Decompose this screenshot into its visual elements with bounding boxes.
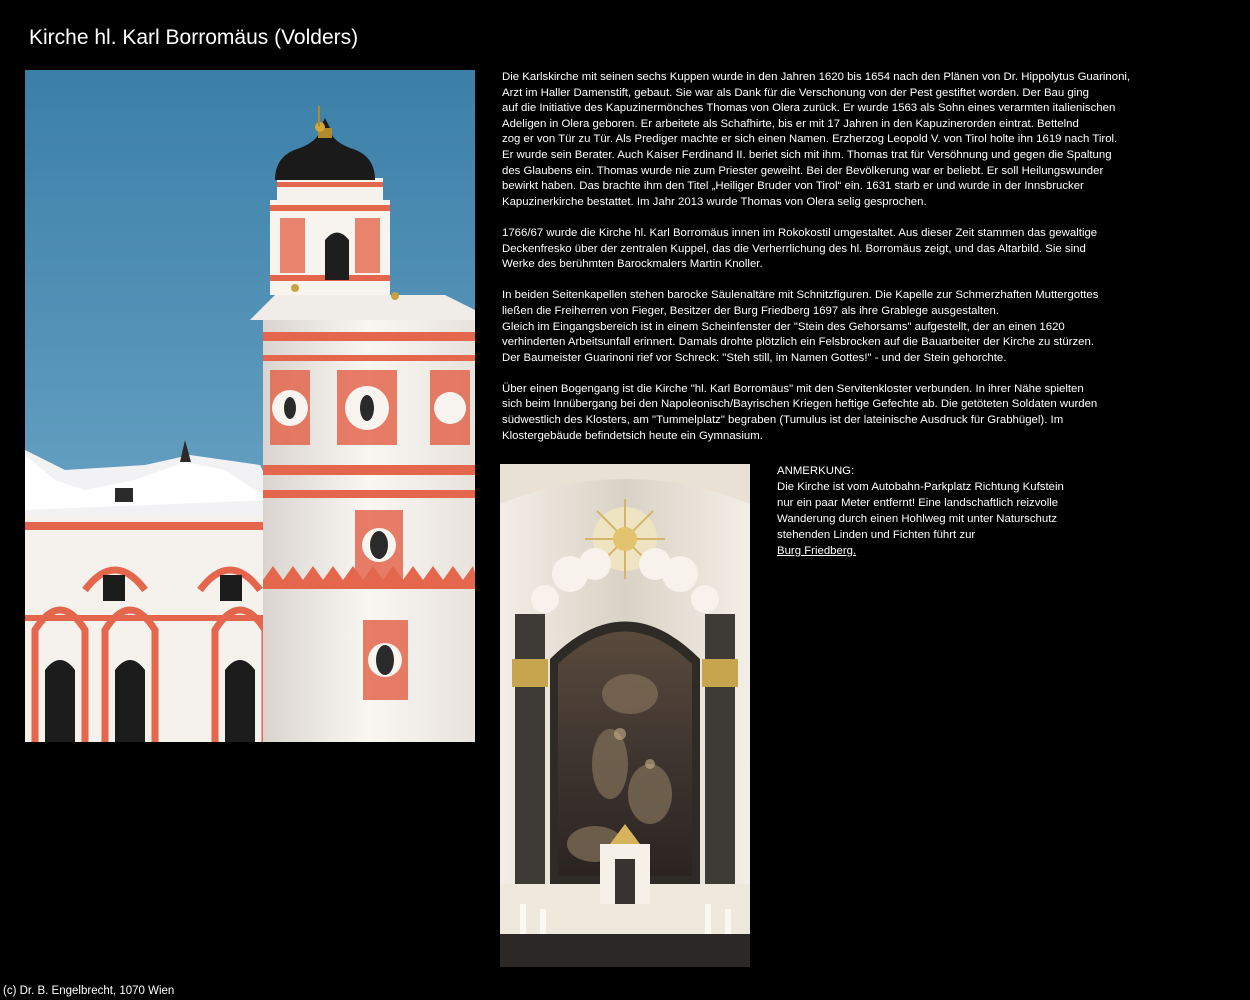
burg-friedberg-link[interactable]: Burg Friedberg. [777,544,857,557]
church-exterior-photo [25,70,475,742]
copyright-footer: (c) Dr. B. Engelbrecht, 1070 Wien [3,985,175,997]
paragraph-monastery: Über einen Bogengang ist die Kirche "hl. Karl Borromäus" mit den Servitenkloster verbunden. In ihrer Nähe spielten sich beim Innübergang bei den Napoleonisch/Bayrischen Kriegen heftige Gefechte ab. Die getöteten Soldaten wurden südwestlich des Klosters, am "Tummelplatz" begraben (Tumulus ist der lateinische Ausdruck für Grabhügel). Im Klostergebäude befindetsich heute ein Gymnasium. [502,382,1098,442]
paragraph-history: Die Karlskirche mit seinen sechs Kuppen wurde in den Jahren 1620 bis 1654 nach den Plänen von Dr. Hippolytus Guarinoni, Arzt im Haller Damenstift, gebaut. Sie war als Dank für die Verschonung von der Pest gestiftet worden. Der Bau ging auf die Initiative des Kapuzinermönches Thomas von Olera zurück. Er wurde 1563 als Sohn eines verarmten italienischen Adeligen in Olera geboren. Er arbeitete als Schafhirte, bis er mit 17 Jahren in den Kapuzinerorden eintrat. Bettelnd zog er von Tür zu Tür. Als Prediger machte er sich einen Namen. Erzherzog Leopold V. von Tirol holte ihn 1619 nach Tirol. Er wurde sein Berater. Auch Kaiser Ferdinand II. beriet sich mit ihm. Thomas trat für Versöhnung und gegen die Spaltung des Glaubens ein. Thomas wurde nie zum Priester geweiht. Bei der Bevölkerung war er beliebt. Er soll Heilungswunder bewirkt haben. Das brachte ihm den Titel „Heiliger Bruder von Tirol“ ein. 1631 starb er und wurde in der Innsbrucker Kapuzinerkirche bestattet. Im Jahr 2013 wurde Thomas von Olera selig gesprochen. [502,71,1131,208]
note-heading: ANMERKUNG: [777,465,855,477]
altar-interior-photo [500,464,750,967]
note-box [777,464,1107,559]
paragraph-chapels: In beiden Seitenkapellen stehen barocke Säulenaltäre mit Schnitzfiguren. Die Kapelle zur Schmerzhaften Muttergottes ließen die Freiherren von Fieger, Besitzer der Burg Friedberg 1697 als ihre Grablege ausgestalten. Gleich im Eingangsbereich ist in einem Scheinfenster der "Stein des Gehorsams" aufgestellt, der an einen 1620 verhinderten Arbeitsunfall erinnert. Damals drohte plötzlich ein Felsbrocken auf die Bauarbeiter der Kirche zu stürzen. Der Baumeister Guarinoni rief vor Schreck: "Steh still, im Namen Gottes!" - und der Stein gehorchte. [502,289,1099,364]
note-text: Die Kirche ist vom Autobahn-Parkplatz Richtung Kufstein nur ein paar Meter entfernt! Eine landschaftlich reizvolle Wanderung durch einen Hohlweg mit unter Naturschutz stehenden Linden und Fichten führt zur [777,480,1064,541]
paragraph-rococo: 1766/67 wurde die Kirche hl. Karl Borromäus innen im Rokokostil umgestaltet. Aus dieser Zeit stammen das gewaltige Deckenfresko über der zentralen Kuppel, das die Verherrlichung des hl. Borromäus zeigt, und das Altarbild. Sie sind Werke des berühmten Barockmalers Martin Knoller. [502,226,1098,271]
article-body [502,70,1202,460]
page-title: Kirche hl. Karl Borromäus (Volders) [29,26,359,49]
